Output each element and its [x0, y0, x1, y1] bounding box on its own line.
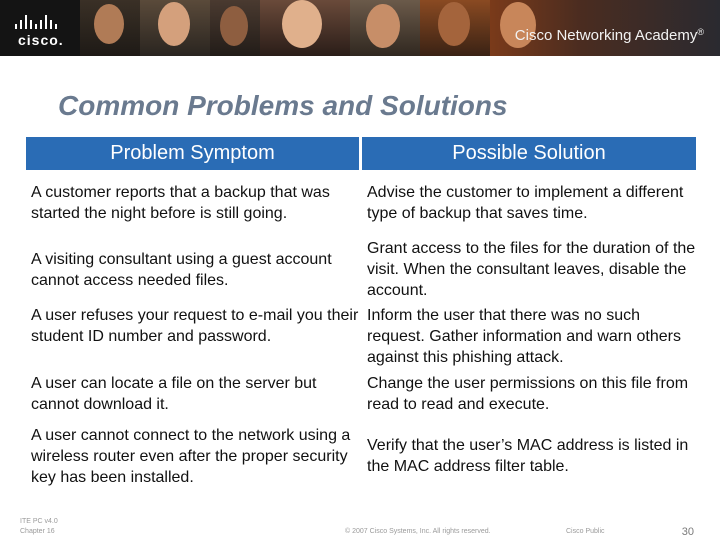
problem-cell: A user refuses your request to e-mail you their student ID number and password. [31, 307, 359, 345]
solution-cell: Inform the user that there was no such request. Gather information and warn others against this phishing attack. [367, 307, 681, 366]
problem-cell: A visiting consultant using a guest account cannot access needed files. [31, 251, 332, 289]
logo-wordmark: cisco. [18, 32, 64, 48]
cisco-logo [12, 10, 72, 46]
banner-photo [80, 0, 140, 56]
slide-title: Common Problems and Solutions [58, 90, 508, 121]
banner-photo [420, 0, 490, 56]
academy-wordmark: Cisco Networking Academy® [514, 27, 704, 44]
problem-cell: A customer reports that a backup that was started the night before is still going. [31, 184, 330, 222]
problem-cell: A user can locate a file on the server but cannot download it. [31, 375, 317, 413]
solution-cell: Change the user permissions on this file from read to read and execute. [367, 375, 689, 413]
cisco-bridge-icon [15, 13, 69, 29]
banner-photo [210, 0, 260, 56]
footer-copyright: © 2007 Cisco Systems, Inc. All rights reserved. [345, 528, 491, 535]
solution-cell: Advise the customer to implement a different type of backup that saves time. [367, 184, 684, 222]
banner-photo [260, 0, 350, 56]
solution-cell: Verify that the user’s MAC address is listed in the MAC address filter table. [367, 437, 689, 475]
footer-course: ITE PC v4.0 [20, 518, 58, 525]
column-header-problem: Problem Symptom [26, 137, 359, 170]
banner-photo [140, 0, 210, 56]
page-number: 30 [681, 526, 694, 538]
solution-cell: Grant access to the files for the duration of the visit. When the consultant leaves, disable the account. [367, 240, 696, 299]
column-header-solution: Possible Solution [362, 137, 696, 170]
banner-photo [350, 0, 420, 56]
footer-classification: Cisco Public [566, 528, 605, 535]
header-banner [0, 0, 720, 56]
footer-chapter: Chapter 16 [20, 528, 55, 535]
problem-cell: A user cannot connect to the network using a wireless router even after the proper security key has been installed. [31, 427, 351, 486]
